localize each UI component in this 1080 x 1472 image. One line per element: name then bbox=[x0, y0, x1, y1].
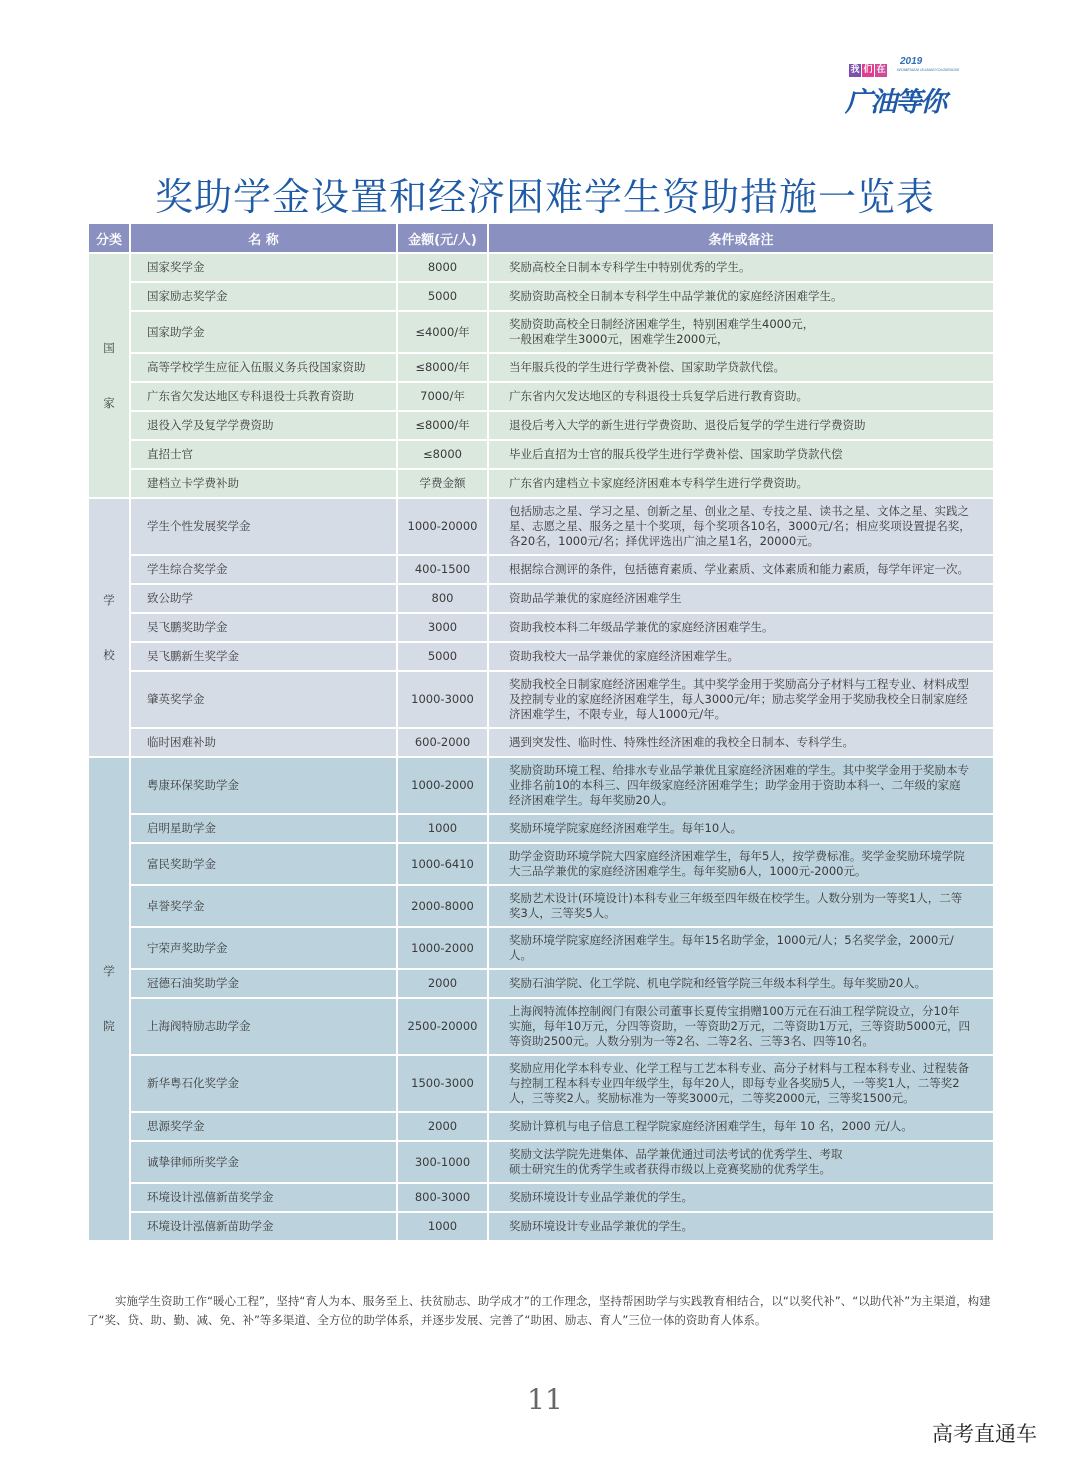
name-cell: 广东省欠发达地区专科退役士兵教育资助 bbox=[130, 382, 397, 411]
note-cell: 资助品学兼优的家庭经济困难学生 bbox=[488, 584, 994, 613]
note-cell: 上海阀特流体控制阀门有限公司董事长夏传宝捐赠100万元在石油工程学院设立，分10年实施，每年10万元，分四等资助，一等资助2万元，二等资助1万元，三等资助5000元，四等资助2500元。人数分别为一等2名、二等2名、三等3名、四等10名。 bbox=[488, 998, 994, 1055]
category-char: 国 bbox=[103, 340, 115, 355]
table-row bbox=[88, 814, 994, 843]
name-cell: 启明星助学金 bbox=[130, 814, 397, 843]
table-row bbox=[88, 728, 994, 757]
name-cell: 国家助学金 bbox=[130, 311, 397, 353]
note-cell: 奖励艺术设计(环境设计)本科专业三年级至四年级在校学生。人数分别为一等奖1人，二等奖3人，三等奖5人。 bbox=[488, 885, 994, 927]
category-char: 学 bbox=[103, 964, 115, 978]
name-cell: 诚挚律师所奖学金 bbox=[130, 1141, 397, 1183]
note-cell: 当年服兵役的学生进行学费补偿、国家助学贷款代偿。 bbox=[488, 353, 994, 382]
amount-cell: 1000-3000 bbox=[397, 671, 488, 728]
watermark: 高考直通车 bbox=[932, 1422, 1037, 1446]
table-row bbox=[88, 1055, 994, 1112]
logo-tag: 们 bbox=[863, 65, 873, 75]
note-cell: 退役后考入大学的新生进行学费资助、退役后复学的学生进行学费资助 bbox=[488, 411, 994, 440]
name-cell: 退役入学及复学学费资助 bbox=[130, 411, 397, 440]
table-row bbox=[88, 885, 994, 927]
name-cell: 富民奖助学金 bbox=[130, 843, 397, 885]
table-row bbox=[88, 282, 994, 311]
category-char: 家 bbox=[103, 395, 115, 410]
name-cell: 学生综合奖学金 bbox=[130, 555, 397, 584]
table-row bbox=[88, 555, 994, 584]
category-char: 院 bbox=[103, 1019, 115, 1033]
name-cell: 卓誉奖学金 bbox=[130, 885, 397, 927]
table-row bbox=[88, 1183, 994, 1212]
amount-cell: 5000 bbox=[397, 642, 488, 671]
category-cell bbox=[88, 757, 130, 1241]
table-row bbox=[88, 927, 994, 969]
note-cell: 奖励环境学院家庭经济困难学生。每年10人。 bbox=[488, 814, 994, 843]
table-row bbox=[88, 440, 994, 469]
table-row bbox=[88, 469, 994, 498]
name-cell: 宁荣声奖助学金 bbox=[130, 927, 397, 969]
amount-cell: 8000 bbox=[397, 253, 488, 282]
name-cell: 肇英奖学金 bbox=[130, 671, 397, 728]
table-row bbox=[88, 998, 994, 1055]
note-cell: 资助我校大一品学兼优的家庭经济困难学生。 bbox=[488, 642, 994, 671]
table-header bbox=[88, 224, 994, 253]
amount-cell: 1000-20000 bbox=[397, 498, 488, 555]
note-cell: 奖励环境学院家庭经济困难学生。每年15名助学金，1000元/人；5名奖学金，2000元/人。 bbox=[488, 927, 994, 969]
name-cell: 上海阀特励志助学金 bbox=[130, 998, 397, 1055]
note-cell: 奖励文法学院先进集体、品学兼优通过司法考试的优秀学生、考取 硕士研究生的优秀学生或者获得市级以上竞赛奖励的优秀学生。 bbox=[488, 1141, 994, 1183]
amount-cell: 5000 bbox=[397, 282, 488, 311]
aid-table bbox=[87, 224, 995, 1242]
table-row bbox=[88, 671, 994, 728]
category-char: 校 bbox=[103, 647, 115, 662]
header-category: 分类 bbox=[88, 224, 130, 253]
note-cell: 奖励应用化学本科专业、化学工程与工艺本科专业、高分子材料与工程本科专业、过程装备与控制工程本科专业四年级学生，每年20人，即每专业各奖励5人，一等奖1人，二等奖2人，三等奖2人。奖励标准为一等奖3000元，二等奖2000元，三等奖1500元。 bbox=[488, 1055, 994, 1112]
table-row bbox=[88, 642, 994, 671]
logo-tags bbox=[849, 64, 887, 77]
note-cell: 奖励环境设计专业品学兼优的学生。 bbox=[488, 1212, 994, 1241]
name-cell: 思源奖学金 bbox=[130, 1112, 397, 1141]
page-title: 奖助学金设置和经济困难学生资助措施一览表 bbox=[154, 175, 935, 219]
table-row bbox=[88, 311, 994, 353]
amount-cell: 300-1000 bbox=[397, 1141, 488, 1183]
note-cell: 奖励高校全日制本专科学生中特别优秀的学生。 bbox=[488, 253, 994, 282]
amount-cell: 600-2000 bbox=[397, 728, 488, 757]
name-cell: 环境设计泓僖新苗奖学金 bbox=[130, 1183, 397, 1212]
table-row bbox=[88, 353, 994, 382]
table-row bbox=[88, 1112, 994, 1141]
name-cell: 冠德石油奖助学金 bbox=[130, 969, 397, 998]
category-cell bbox=[88, 253, 130, 498]
amount-cell: 2000 bbox=[397, 1112, 488, 1141]
note-cell: 奖励资助高校全日制本专科学生中品学兼优的家庭经济困难学生。 bbox=[488, 282, 994, 311]
amount-cell: 3000 bbox=[397, 613, 488, 642]
table-row bbox=[88, 411, 994, 440]
note-cell: 遇到突发性、临时性、特殊性经济困难的我校全日制本、专科学生。 bbox=[488, 728, 994, 757]
name-cell: 国家奖学金 bbox=[130, 253, 397, 282]
table-row bbox=[88, 584, 994, 613]
category-char: 学 bbox=[103, 592, 115, 607]
note-cell: 毕业后直招为士官的服兵役学生进行学费补偿、国家助学贷款代偿 bbox=[488, 440, 994, 469]
note-cell: 奖励我校全日制家庭经济困难学生。其中奖学金用于奖励高分子材料与工程专业、材料成型及控制专业的家庭经济困难学生，每人3000元/年；励志奖学金用于奖励我校全日制家庭经济困难学生，不限专业，每人1000元/年。 bbox=[488, 671, 994, 728]
amount-cell: 400-1500 bbox=[397, 555, 488, 584]
amount-cell: 800 bbox=[397, 584, 488, 613]
note-cell: 奖励计算机与电子信息工程学院家庭经济困难学生，每年 10 名，2000 元/人。 bbox=[488, 1112, 994, 1141]
amount-cell: 2000-8000 bbox=[397, 885, 488, 927]
table-row bbox=[88, 613, 994, 642]
name-cell: 新华粤石化奖学金 bbox=[130, 1055, 397, 1112]
table-row bbox=[88, 757, 994, 814]
table-row bbox=[88, 253, 994, 282]
amount-cell: 800-3000 bbox=[397, 1183, 488, 1212]
note-cell: 奖励石油学院、化工学院、机电学院和经管学院三年级本科学生。每年奖励20人。 bbox=[488, 969, 994, 998]
amount-cell: 1000 bbox=[397, 814, 488, 843]
table-row bbox=[88, 1141, 994, 1183]
logo bbox=[845, 56, 970, 118]
name-cell: 粤康环保奖助学金 bbox=[130, 757, 397, 814]
logo-main: 广油等你 bbox=[845, 87, 945, 118]
logo-year: 2019 bbox=[900, 56, 923, 67]
amount-cell: 1000-2000 bbox=[397, 757, 488, 814]
name-cell: 吴飞鹏新生奖学金 bbox=[130, 642, 397, 671]
category-cell bbox=[88, 498, 130, 757]
name-cell: 致公助学 bbox=[130, 584, 397, 613]
name-cell: 临时困难补助 bbox=[130, 728, 397, 757]
note-cell: 包括励志之星、学习之星、创新之星、创业之星、专技之星、读书之星、文体之星、实践之星、志愿之星、服务之星十个奖项，每个奖项各10名，3000元/名；相应奖项设置提名奖，各20名，1000元/名；择优评选出广油之星1名，20000元。 bbox=[488, 498, 994, 555]
table-row bbox=[88, 843, 994, 885]
logo-tag: 我 bbox=[850, 65, 860, 75]
note-cell: 助学金资助环境学院大四家庭经济困难学生，每年5人，按学费标准。奖学金奖励环境学院大三品学兼优的家庭经济困难学生。每年奖励6人，1000元-2000元。 bbox=[488, 843, 994, 885]
name-cell: 建档立卡学费补助 bbox=[130, 469, 397, 498]
amount-cell: 2000 bbox=[397, 969, 488, 998]
footer-paragraph: 实施学生资助工作“暖心工程”，坚持“育人为本、服务至上、扶贫励志、助学成才”的工作理念，坚持帮困助学与实践教育相结合，以“以奖代补”、“以助代补”为主渠道，构建了“奖、贷、助、勤、减、免、补”等多渠道、全方位的助学体系，并逐步发展、完善了“助困、励志、育人”三位一体的资助育人体系。 bbox=[87, 1294, 991, 1327]
amount-cell: ≤8000 bbox=[397, 440, 488, 469]
note-cell: 根据综合测评的条件，包括德育素质、学业素质、文体素质和能力素质，每学年评定一次。 bbox=[488, 555, 994, 584]
header-note: 条件或备注 bbox=[488, 224, 994, 253]
table-row bbox=[88, 382, 994, 411]
name-cell: 高等学校学生应征入伍服义务兵役国家资助 bbox=[130, 353, 397, 382]
amount-cell: 2500-20000 bbox=[397, 998, 488, 1055]
note-cell: 奖励环境设计专业品学兼优的学生。 bbox=[488, 1183, 994, 1212]
amount-cell: 学费金额 bbox=[397, 469, 488, 498]
note-cell: 广东省内建档立卡家庭经济困难本专科学生进行学费资助。 bbox=[488, 469, 994, 498]
note-cell: 广东省内欠发达地区的专科退役士兵复学后进行教育资助。 bbox=[488, 382, 994, 411]
name-cell: 直招士官 bbox=[130, 440, 397, 469]
name-cell: 吴飞鹏奖助学金 bbox=[130, 613, 397, 642]
note-cell: 奖励资助高校全日制经济困难学生，特别困难学生4000元， 一般困难学生3000元，困难学生2000元， bbox=[488, 311, 994, 353]
logo-subtitle: WOMENZAI GUANGYOUDENGNI bbox=[897, 67, 960, 72]
amount-cell: 1000 bbox=[397, 1212, 488, 1241]
amount-cell: 7000/年 bbox=[397, 382, 488, 411]
header-name: 名 称 bbox=[130, 224, 397, 253]
table-row bbox=[88, 498, 994, 555]
amount-cell: 1000-6410 bbox=[397, 843, 488, 885]
amount-cell: 1000-2000 bbox=[397, 927, 488, 969]
note-cell: 资助我校本科二年级品学兼优的家庭经济困难学生。 bbox=[488, 613, 994, 642]
header-amount: 金额(元/人) bbox=[397, 224, 488, 253]
page-number: 11 bbox=[527, 1383, 563, 1416]
amount-cell: ≤8000/年 bbox=[397, 353, 488, 382]
note-cell: 奖励资助环境工程、给排水专业品学兼优且家庭经济困难的学生。其中奖学金用于奖励本专业排名前10的本科三、四年级家庭经济困难学生；助学金用于资助本科一、二年级的家庭经济困难学生。每年奖励20人。 bbox=[488, 757, 994, 814]
name-cell: 环境设计泓僖新苗助学金 bbox=[130, 1212, 397, 1241]
logo-tag: 在 bbox=[876, 65, 886, 75]
name-cell: 国家励志奖学金 bbox=[130, 282, 397, 311]
amount-cell: 1500-3000 bbox=[397, 1055, 488, 1112]
amount-cell: ≤8000/年 bbox=[397, 411, 488, 440]
name-cell: 学生个性发展奖学金 bbox=[130, 498, 397, 555]
table-row bbox=[88, 1212, 994, 1241]
table-row bbox=[88, 969, 994, 998]
amount-cell: ≤4000/年 bbox=[397, 311, 488, 353]
